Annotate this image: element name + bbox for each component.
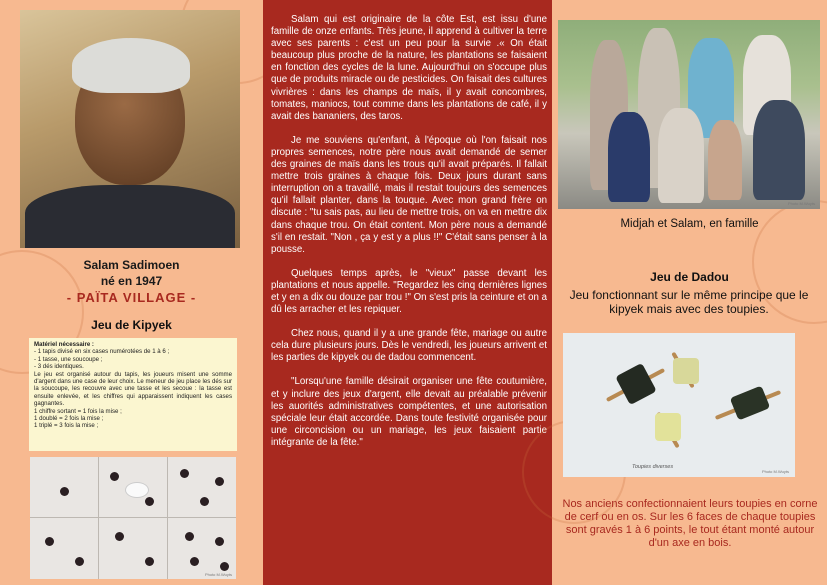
portrait-photo bbox=[20, 10, 240, 248]
kipyek-title: Jeu de Kipyek bbox=[91, 318, 172, 332]
family-member bbox=[708, 120, 742, 200]
photo-credit: Photo M.Wuyts bbox=[787, 201, 815, 206]
rules-line: 1 chiffre sortant = 1 fois la mise ; bbox=[34, 407, 122, 415]
tops-caption: Toupies diverses bbox=[632, 464, 674, 470]
person-village: - PAÏTA VILLAGE - bbox=[66, 290, 197, 305]
photo-credit: Photo M.Wuyts bbox=[761, 469, 789, 474]
rules-line: - 3 dés identiques. bbox=[34, 363, 84, 371]
mat-dot bbox=[185, 532, 194, 541]
story-paragraph: Chez nous, quand il y a une grande fête, mariage ou autre cela dure plusieurs jours. Dès le vendredi, les joueurs arrivent et les parties de kipyek ou de dadou commencent. bbox=[271, 328, 547, 364]
mat-dot bbox=[45, 537, 54, 546]
person-name: Salam Sadimoen bbox=[83, 258, 180, 272]
rules-line: 1 doublé = 2 fois la mise ; bbox=[34, 415, 104, 423]
mat-dot bbox=[145, 497, 154, 506]
mat-dot bbox=[115, 532, 124, 541]
kipyek-mat-photo bbox=[30, 457, 236, 579]
rules-line: Matériel nécessaire : bbox=[34, 341, 94, 348]
mat-dot bbox=[180, 469, 189, 478]
dadou-description: Jeu fonctionnant sur le même principe que le kipyek mais avec des toupies. bbox=[569, 288, 809, 316]
story-paragraph: "Lorsqu'une famille désirait organiser une fête coutumière, et y inclure des jeux d'argent, elle devait au préalable prévenir les auorités administratives compétentes, et une autorisation spéciale leur était accordée. Dans toute festivité organisée pour une circoncision ou un mariage, les jeux faisaient partie intégrante de la fête." bbox=[271, 376, 547, 448]
rules-line: Le jeu est organisé autour du tapis, les joueurs misent une somme d'argent dans une case de leur choix. Le meneur de jeu place les dés sur la soucoupe, les recouvre avec une tasse et les secoue : la tasse est ensuite enlevée, et les chiffres qui apparaissent indiquent les cases gagnantes. bbox=[34, 370, 234, 408]
mat-dot bbox=[75, 557, 84, 566]
story-paragraph: Je me souviens qu'enfant, à l'époque où l'on faisait nos propres semences, notre père nous avait demandé de semer des graines de maïs dans les trous qu'il avait préparés. Il fallait mettre trois graines à chaque fois. Deux jours durant sans interruption on a travaillé, mais il restait toujours des semences qu'il fallait planter, dans la touque. Avec mon grand frère on discute : "tu sais pas, au lieu de mettre trois, on va en mettre dix dans chaque trou. On était content. Mon père nous a demandé s'il en restait. "Non , ça y est y a plus !!" C'était sans penser à la pousse. bbox=[271, 134, 547, 255]
spinning-top bbox=[615, 363, 657, 405]
mat-divider bbox=[167, 457, 168, 579]
family-member bbox=[608, 112, 650, 202]
mat-dot bbox=[60, 487, 69, 496]
family-member bbox=[658, 108, 704, 203]
mat-dot bbox=[110, 472, 119, 481]
rules-line: 1 triplé = 3 fois la mise ; bbox=[34, 422, 99, 430]
mat-divider bbox=[98, 457, 99, 579]
family-member bbox=[753, 100, 805, 200]
kipyek-rules-box bbox=[29, 338, 237, 451]
mat-dot bbox=[220, 562, 229, 571]
mat-dot bbox=[200, 497, 209, 506]
tops-description: Nos anciens confectionnaient leurs toupies en corne de cerf ou en os. Sur les 6 faces de chaque toupies sont gravés 1 à 6 points, le tout étant monté autour d'un axe en bois. bbox=[562, 498, 818, 549]
portrait-shirt bbox=[25, 185, 235, 248]
mat-divider bbox=[30, 517, 236, 518]
family-photo bbox=[558, 20, 820, 209]
story-paragraph: Quelques temps après, le "vieux" passe devant les plantations et nous appelle. "Regardez les cinq dernières lignes et y en a dix ou douze par trou !" On s'est pris la ceinture et on a dû les arracher et les repiquer. bbox=[271, 267, 547, 316]
person-birth: né en 1947 bbox=[100, 274, 163, 288]
mat-dot bbox=[215, 537, 224, 546]
spinning-top bbox=[655, 413, 681, 441]
mat-dot bbox=[145, 557, 154, 566]
story-paragraph: Salam qui est originaire de la côte Est, est issu d'une famille de onze enfants. Très jeune, il apprend à cultiver la terre avec ses parents : c'est un peu pour la survie .« On était beaucoup plus proche de la nature, les plantations se faisaient en fonction des cycles de la lune. Aujourd'hui on s'occupe plus que de produits miracle ou de pesticides. On faisait des cultures vivrières : dans les champs de maïs, il y avait concombres, tomates, maniocs, tout comme dans les plantations de café, il y avait des bananiers, des taros. bbox=[271, 14, 547, 122]
story-text bbox=[271, 14, 547, 461]
photo-credit: Photo M.Wuyts bbox=[204, 572, 232, 577]
saucer-icon bbox=[125, 482, 149, 498]
family-photo-caption: Midjah et Salam, en famille bbox=[620, 218, 759, 230]
rules-line: - 1 tapis divisé en six cases numérotées de 1 à 6 ; bbox=[34, 348, 170, 356]
dadou-title: Jeu de Dadou bbox=[650, 270, 729, 284]
mat-dot bbox=[215, 477, 224, 486]
rules-line: - 1 tasse, une soucoupe ; bbox=[34, 355, 103, 363]
spinning-tops-photo bbox=[563, 333, 795, 477]
portrait-hair bbox=[72, 38, 190, 93]
mat-dot bbox=[190, 557, 199, 566]
spinning-top bbox=[730, 386, 771, 421]
spinning-top bbox=[673, 358, 699, 384]
